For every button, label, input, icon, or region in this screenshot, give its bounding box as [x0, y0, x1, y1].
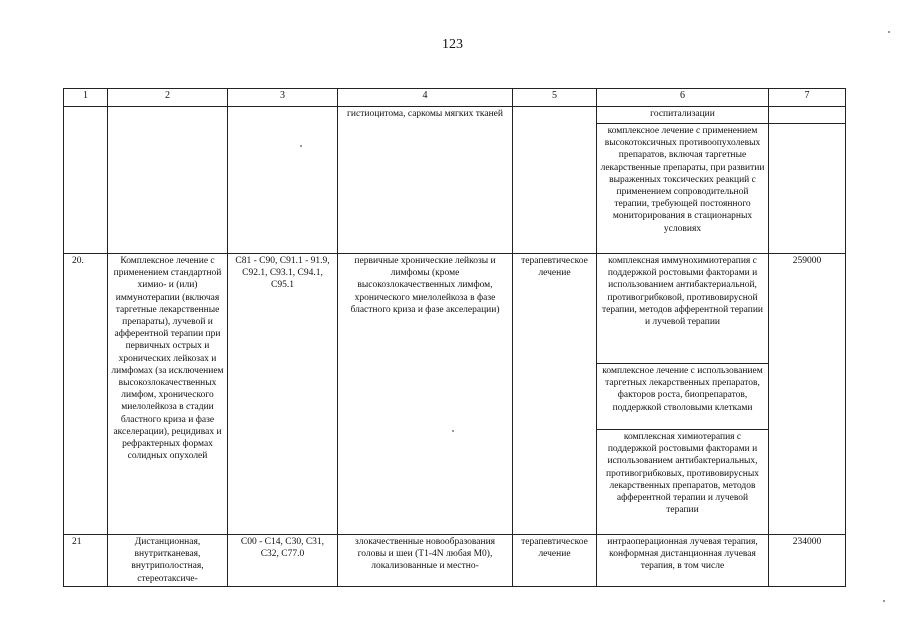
row-codes: C00 - C14, C30, C31, C32, C77.0: [228, 535, 338, 587]
scan-speck: [452, 430, 454, 432]
cont-col-1: [64, 107, 108, 254]
cont-col-5: [513, 107, 597, 254]
table-row-20: [64, 254, 846, 364]
row-method: интраоперационная лучевая терапия, конформная дистанционная лучевая терапия, в том числе: [597, 535, 769, 587]
row-method-1: комплексная иммунохимиотерапия с поддержкой ростовыми факторами и использованием антибактериальной, противогрибковой, противовирусной терапии, методов афферентной терапии и лучевой терапии: [597, 254, 769, 364]
row-cost: 259000: [769, 254, 846, 535]
header-col-4: 4: [338, 89, 513, 107]
header-col-1: 1: [64, 89, 108, 107]
table-row: [64, 107, 846, 124]
cont-col-7-next: [769, 124, 846, 254]
scan-speck: [883, 600, 885, 602]
row-model: первичные хронические лейкозы и лимфомы (кроме высокозлокачественных лимфом, хронического миелолейкоза в фазе бластного криза и фазе акселерации): [338, 254, 513, 535]
scan-speck: [300, 145, 302, 147]
header-col-2: 2: [108, 89, 228, 107]
table-header-row: [64, 89, 846, 107]
row-method-3: комплексная химиотерапия с поддержкой ростовыми факторами и использованием антибактериальных, противогрибковых, противовирусных лекарственных препаратов, методов афферентной терапии и лучевой терапии: [597, 430, 769, 535]
header-col-3: 3: [228, 89, 338, 107]
cont-method-next: комплексное лечение с применением высокотоксичных противоопухолевых препаратов, включая таргетные лекарственные препараты, при развитии выраженных токсических реакций с применением сопроводительной терапии, требующей постоянного мониторирования в стационарных условиях: [597, 124, 769, 254]
row-number: 21: [64, 535, 108, 587]
row-kind: терапевтическое лечение: [513, 535, 597, 587]
header-col-7: 7: [769, 89, 846, 107]
cont-model-cell: гистиоцитома, саркомы мягких тканей: [338, 107, 513, 254]
cont-col-2: [108, 107, 228, 254]
header-col-6: 6: [597, 89, 769, 107]
scan-speck: [888, 31, 890, 33]
cont-col-7-top: [769, 107, 846, 124]
row-kind: терапевтическое лечение: [513, 254, 597, 535]
document-table: [63, 88, 846, 587]
cont-method-top: госпитализации: [597, 107, 769, 124]
row-model: злокачественные новообразования головы и шеи (T1-4N любая M0), локализованные и местно-: [338, 535, 513, 587]
cont-col-3: [228, 107, 338, 254]
row-number: 20.: [64, 254, 108, 535]
row-codes: C81 - C90, C91.1 - 91.9, C92.1, C93.1, C94.1, C95.1: [228, 254, 338, 535]
table-row-21: [64, 535, 846, 587]
row-cost: 234000: [769, 535, 846, 587]
row-name: Комплексное лечение с применением стандартной химио- и (или) иммунотерапии (включая таргетные лекарственные препараты), лучевой и афферентной терапии при первичных острых и хронических лейкозах и лимфомах (за исключением высокозлокачественных лимфом, хронического миелолейкоза в стадии бластного криза и фазе акселерации), рецидивах и рефрактерных формах солидных опухолей: [108, 254, 228, 535]
row-method-2: комплексное лечение с использованием таргетных лекарственных препаратов, факторов роста, биопрепаратов, поддержкой стволовыми клетками: [597, 364, 769, 430]
header-col-5: 5: [513, 89, 597, 107]
page-number: 123: [442, 37, 463, 52]
row-name: Дистанционная, внутритканевая, внутриполостная, стереотаксиче-: [108, 535, 228, 587]
